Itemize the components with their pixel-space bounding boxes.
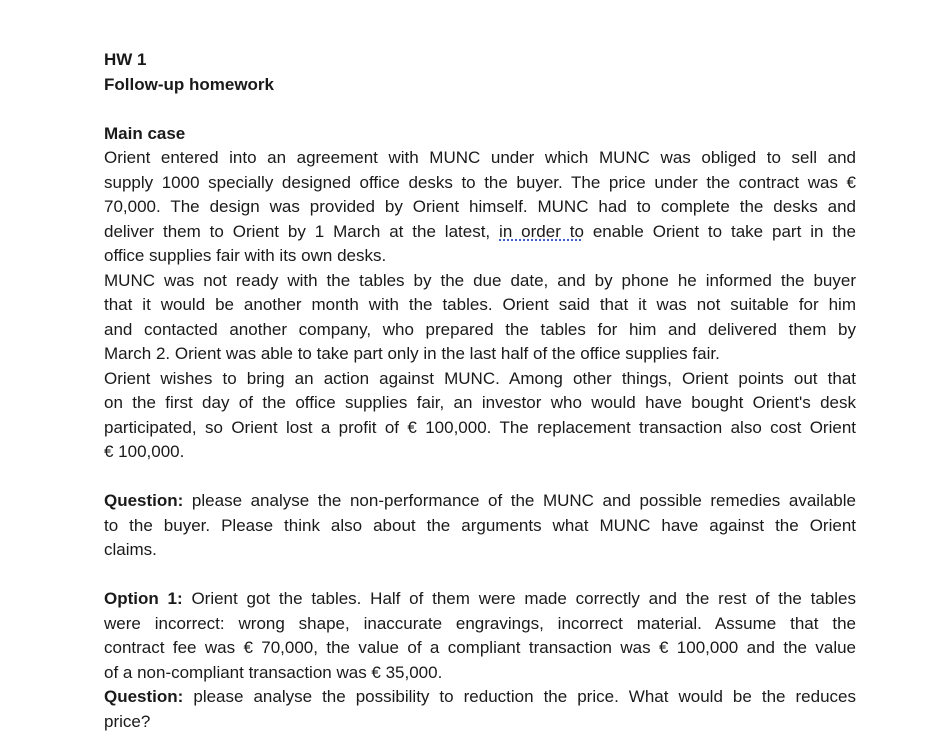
text-line: of a non-compliant transaction was € 35,000. [104,662,443,682]
question-2 [104,685,856,734]
question-1 [104,489,856,563]
text-line [104,587,856,612]
document-subtitle: Follow-up homework [104,74,274,94]
text-line: MUNC was not ready with the tables by the due date, and by phone he informed the buyer [104,270,856,290]
document-title: HW 1 [104,50,147,69]
main-case-heading: Main case [104,123,186,143]
text-line-with-grammar-mark [104,220,856,245]
text-line: Orient entered into an agreement with MUNC under which MUNC was obliged to sell and [104,148,856,167]
text-line: price? [104,711,151,731]
document-page [104,48,856,734]
text-segment: deliver them to Orient by 1 March at the latest, [104,221,491,241]
main-case-paragraph-3 [104,367,856,465]
text-line: to the buyer. Please think also about the arguments what MUNC have against the Orient [104,515,856,535]
question-label: Question: [104,491,184,510]
text-line: contract fee was € 70,000, the value of a compliant transaction was € 100,000 and the value [104,638,856,657]
spacer [104,563,856,588]
text-segment: enable Orient to take part in the [592,221,856,241]
text-line: Orient wishes to bring an action against MUNC. Among other things, Orient points out that [104,368,856,388]
text-line: office supplies fair with its own desks. [104,246,387,265]
main-case-paragraph-1 [104,146,856,269]
text-line: € 100,000. [104,442,185,461]
text-line: that it would be another month with the tables. Orient said that it was not suitable for him [104,295,856,314]
spacer [104,97,856,122]
main-case-paragraph-2 [104,269,856,367]
text-segment: Orient got the tables. Half of them were made correctly and the rest of the tables [191,589,856,608]
text-line: were incorrect: wrong shape, inaccurate engravings, incorrect material. Assume that the [104,613,856,633]
text-line: on the first day of the office supplies fair, an investor who would have bought Orient's desk [104,393,856,412]
text-line [104,489,856,514]
text-line: supply 1000 specially designed office desks to the buyer. The price under the contract was € [104,172,856,192]
option-1 [104,587,856,685]
text-line: participated, so Orient lost a profit of € 100,000. The replacement transaction also cost Orient [104,417,856,437]
text-line: 70,000. The design was provided by Orient himself. MUNC had to complete the desks and [104,197,856,216]
grammar-suggestion[interactable]: in order to [499,221,584,241]
text-line [104,685,856,710]
text-line: claims. [104,540,157,559]
option-label: Option 1: [104,589,183,608]
text-segment: please analyse the non-performance of the MUNC and possible remedies available [191,491,856,510]
text-segment: please analyse the possibility to reduction the price. What would be the reduces [193,687,856,706]
text-line: March 2. Orient was able to take part only in the last half of the office supplies fair. [104,344,720,363]
text-line: and contacted another company, who prepared the tables for him and delivered them by [104,319,856,339]
spacer [104,465,856,490]
question-label: Question: [104,687,184,706]
